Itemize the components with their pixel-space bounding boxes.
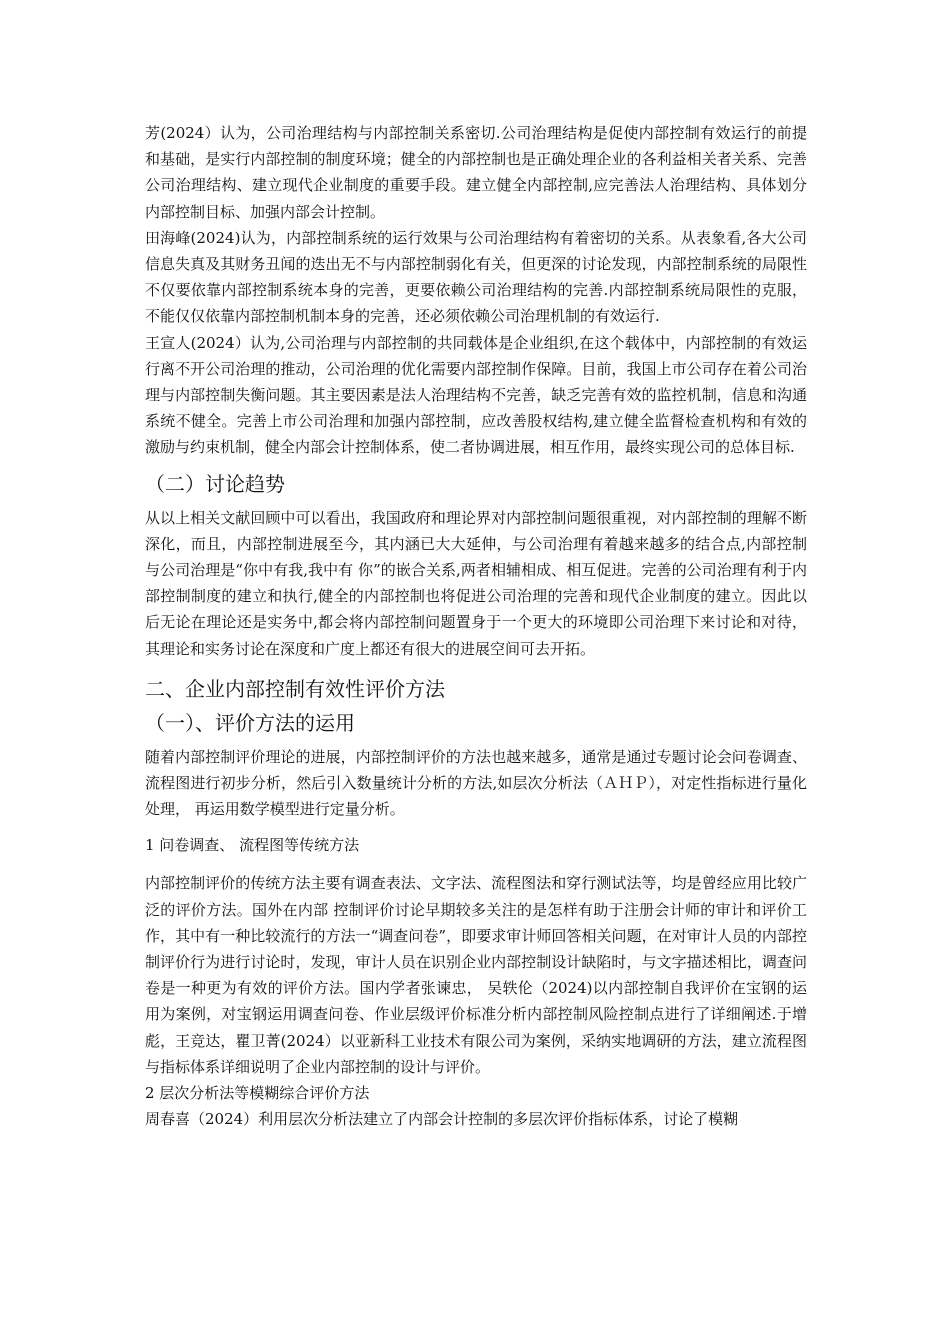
paragraph-evaluation-methods: 随着内部控制评价理论的进展，内部控制评价的方法也越来越多，通常是通过专题讨论会问卷调查、 流程图进行初步分析，然后引入数量统计分析的方法,如层次分析法（ＡＨＰ），对定性指标进行量化处理， 再运用数学模型进行定量分析。: [145, 747, 807, 819]
heading-method-1: 1 问卷调查、 流程图等传统方法: [145, 836, 360, 855]
heading-section-2-1: （一）、评价方法的运用: [145, 710, 355, 735]
heading-section-2: 二、企业内部控制有效性评价方法: [145, 676, 445, 701]
heading-method-2: 2 层次分析法等模糊综合评价方法: [145, 1084, 370, 1103]
paragraph-governance-structure: 芳(2024）认为，公司治理结构与内部控制关系密切.公司治理结构是促使内部控制有效运行的前提和基础，是实行内部控制的制度环境；健全的内部控制也是正确处理企业的各利益相关者关系、完善公司治理结构、建立现代企业制度的重要手段。建立健全内部控制,应完善法人治理结构、具体划分内部控制目标、加强内部会计控制。: [145, 124, 807, 221]
paragraph-tian-haifeng: 田海峰(2024)认为，内部控制系统的运行效果与公司治理结构有着密切的关系。从表象看,各大公司信息失真及其财务丑闻的迭出无不与内部控制弱化有关，但更深的讨论发现，内部控制系统的局限性不仅要依靠内部控制系统本身的完善，更要依赖公司治理结构的完善.内部控制系统局限性的克服，不能仅仅依靠内部控制机制本身的完善，还必须依赖公司治理机制的有效运行.: [145, 228, 807, 326]
heading-research-trend: （二）讨论趋势: [145, 471, 285, 496]
paragraph-traditional-methods: 内部控制评价的传统方法主要有调查表法、文字法、流程图法和穿行测试法等，均是曾经应用比较广泛的评价方法。国外在内部 控制评价讨论早期较多关注的是怎样有助于注册会计师的审计和评价工作，其中有一种比较流行的方法一“调查问卷”，即要求审计师回答相关问题，在对审计人员的内部控制评价行为进行讨论时，发现，审计人员在识别企业内部控制设计缺陷时，与文字描述相比，调查问卷是一种更为有效的评价方法。国内学者张谏忠， 吴轶伦（2024)以内部控制自我评价在宝钢的运用为案例，对宝钢运用调查问卷、作业层级评价标准分析内部控制风险控制点进行了详细阐述.于增彪，王竞达，瞿卫菁(2024）以亚新科工业技术有限公司为案例，采纳实地调研的方法，建立流程图与指标体系详细说明了企业内部控制的设计与评价。: [145, 874, 807, 1076]
paragraph-research-trend: 从以上相关文献回顾中可以看出，我国政府和理论界对内部控制问题很重视，对内部控制的理解不断深化，而且，内部控制进展至今，其内涵已大大延伸，与公司治理有着越来越多的结合点,内部控制与公司治理是“你中有我,我中有 你”的嵌合关系,两者相辅相成、相互促进。完善的公司治理有利于内部控制制度的建立和执行,健全的内部控制也将促进公司治理的完善和现代企业制度的建立。因此以后无论在理论还是实务中,都会将内部控制问题置身于一个更大的环境即公司治理下来讨论和对待，其理论和实务讨论在深度和广度上都还有很大的进展空间可去开拓。: [145, 508, 807, 658]
paragraph-fuzzy-evaluation: 周春喜（2024）利用层次分析法建立了内部会计控制的多层次评价指标体系，讨论了模糊: [145, 1110, 739, 1129]
paragraph-wang-xuanren: 王宣人(2024）认为,公司治理与内部控制的共同载体是企业组织,在这个载体中，内部控制的有效运行离不开公司治理的推动，公司治理的优化需要内部控制作保障。目前，我国上市公司存在着公司治理与内部控制失衡问题。其主要因素是法人治理结构不完善，缺乏完善有效的监控机制，信息和沟通系统不健全。完善上市公司治理和加强内部控制，应改善股权结构,建立健全监督检查机构和有效的激励与约束机制，健全内部会计控制体系，使二者协调进展，相互作用，最终实现公司的总体目标.: [145, 333, 807, 457]
document-page: [145, 120, 807, 1132]
